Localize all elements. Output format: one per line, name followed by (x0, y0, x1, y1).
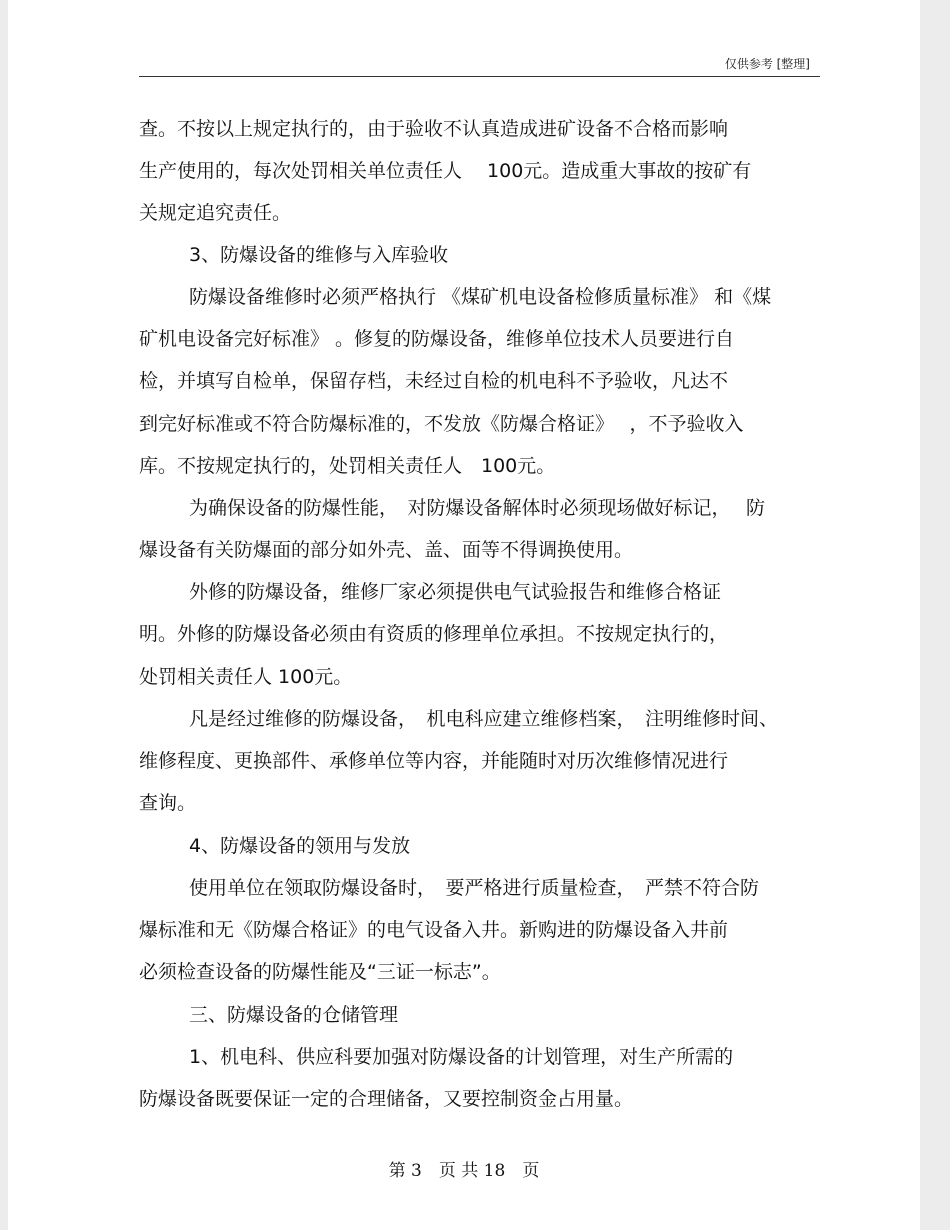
text-line: 查。不按以上规定执行的，由于验收不认真造成进矿设备不合格而影响 (139, 118, 729, 140)
text-line: 处罚相关责任人 100元。 (139, 666, 353, 688)
text-line: 生产使用的，每次处罚相关单位责任人 100元。造成重大事故的按矿有 (139, 160, 752, 182)
text-line: 外修的防爆设备，维修厂家必须提供电气试验报告和维修合格证 (189, 581, 722, 603)
text-line: 为确保设备的防爆性能， 对防爆设备解体时必须现场做好标记， 防 (189, 497, 766, 519)
text-line: 防爆设备既要保证一定的合理储备，又要控制资金占用量。 (139, 1088, 634, 1110)
section-heading: 3、防爆设备的维修与入库验收 (189, 244, 449, 266)
text-line: 矿机电设备完好标准》 。修复的防爆设备，维修单位技术人员要进行自 (139, 328, 735, 350)
text-line: 1、机电科、供应科要加强对防爆设备的计划管理，对生产所需的 (189, 1046, 734, 1068)
text-line: 到完好标准或不符合防爆标准的，不发放《防爆合格证》 ，不予验收入 (139, 413, 744, 435)
text-line: 查询。 (139, 792, 197, 814)
text-line: 库。不按规定执行的，处罚相关责任人 100元。 (139, 455, 556, 477)
text-line: 关规定追究责任。 (139, 202, 292, 224)
section-heading: 4、防爆设备的领用与发放 (189, 835, 411, 857)
text-line: 防爆设备维修时必须严格执行 《煤矿机电设备检修质量标准》 和《煤 (189, 286, 772, 308)
document-page (8, 0, 920, 1230)
page-number: 第 3 页 共 18 页 (388, 1161, 540, 1181)
text-line: 维修程度、更换部件、承修单位等内容，并能随时对历次维修情况进行 (139, 750, 729, 772)
section-heading: 三、防爆设备的仓储管理 (189, 1004, 399, 1026)
text-line: 爆标准和无《防爆合格证》的电气设备入井。新购进的防爆设备入井前 (139, 919, 729, 941)
text-line: 明。外修的防爆设备必须由有资质的修理单位承担。不按规定执行的， (139, 623, 729, 645)
text-line: 爆设备有关防爆面的部分如外壳、盖、面等不得调换使用。 (139, 539, 634, 561)
header-divider (139, 76, 820, 77)
text-line: 必须检查设备的防爆性能及“三证一标志”。 (139, 961, 501, 983)
text-line: 检，并填写自检单，保留存档，未经过自检的机电科不予验收，凡达不 (139, 370, 729, 392)
header-note: 仅供参考 [整理] (724, 57, 810, 71)
text-line: 凡是经过维修的防爆设备， 机电科应建立维修档案， 注明维修时间、 (189, 708, 779, 730)
text-line: 使用单位在领取防爆设备时， 要严格进行质量检查， 严禁不符合防 (189, 877, 760, 899)
